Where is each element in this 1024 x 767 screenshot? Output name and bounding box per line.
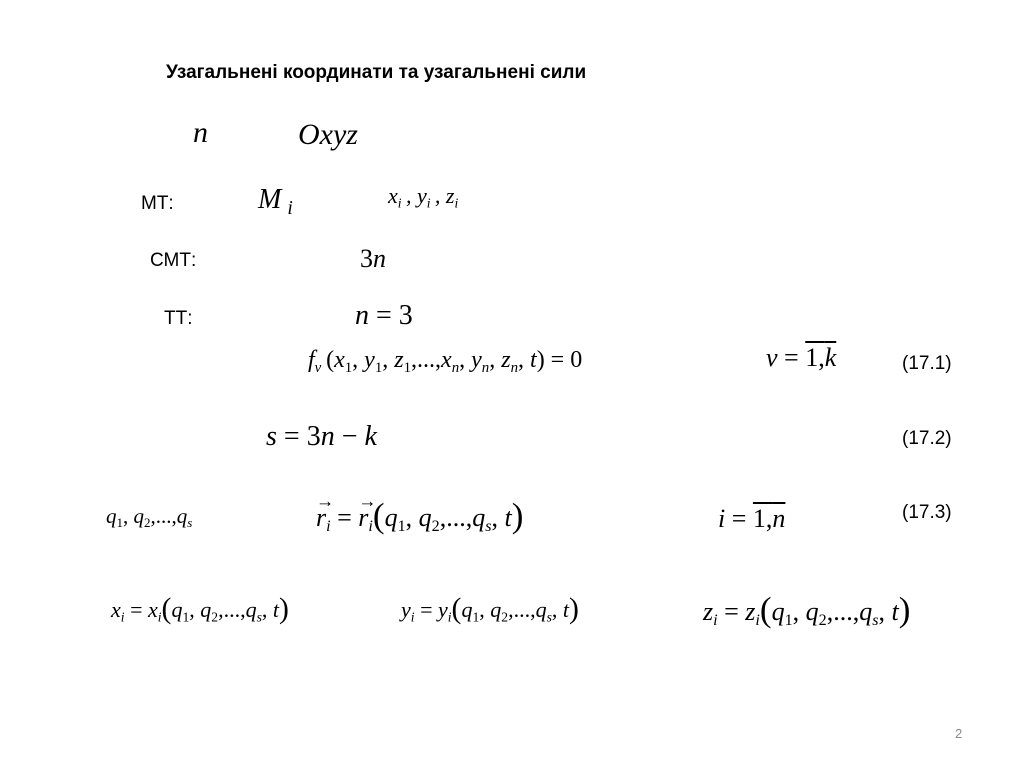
label-mt: МТ: xyxy=(141,193,174,214)
math-z-eq: $z_i = z_i(q_1$, $q_2,...,q_s$, t) xyxy=(703,590,911,630)
math-three-n: 3n xyxy=(360,244,386,273)
math-gen-coords: $q_1$, $q_2,...,q_s$ xyxy=(106,504,193,531)
equation-number-17-2: (17.2) xyxy=(902,428,952,449)
math-nu-range: ν = 1,k xyxy=(766,343,837,372)
math-m-i: M $_i$ xyxy=(258,184,293,220)
label-tt: ТТ: xyxy=(164,308,193,329)
math-y-eq: $y_i = y_i(q_1$, $q_2,...,q_s$, t) xyxy=(401,593,579,625)
math-xyz-i: $x_i$ , $y_i$ , $z_i$ xyxy=(388,183,459,211)
label-smt: СМТ: xyxy=(150,250,197,271)
math-x-eq: $x_i = x_i(q_1$, $q_2,...,q_s$, t) xyxy=(111,593,289,625)
math-dof-eq: s = 3n − k xyxy=(266,421,377,452)
math-oxyz: Oxyz xyxy=(298,118,358,151)
math-n-eq-3: n = 3 xyxy=(355,300,413,331)
math-n: n xyxy=(193,116,208,149)
equation-number-17-1: (17.1) xyxy=(902,353,952,374)
math-radius-vector-eq: → $r_i$ = → $r_i(q_1$, $q_2,...,q_s$, t) xyxy=(316,505,523,531)
equation-number-17-3: (17.3) xyxy=(902,502,952,523)
page-number: 2 xyxy=(955,726,963,741)
math-i-range: i = 1,n xyxy=(718,504,786,533)
math-constraint-eq: $f_\nu$ ($x_1$, $y_1$, $z_1,...,x_n$, $y_n$, $z_n$, t) = 0 xyxy=(308,347,583,376)
slide-title: Узагальнені координати та узагальнені сили xyxy=(166,62,587,83)
